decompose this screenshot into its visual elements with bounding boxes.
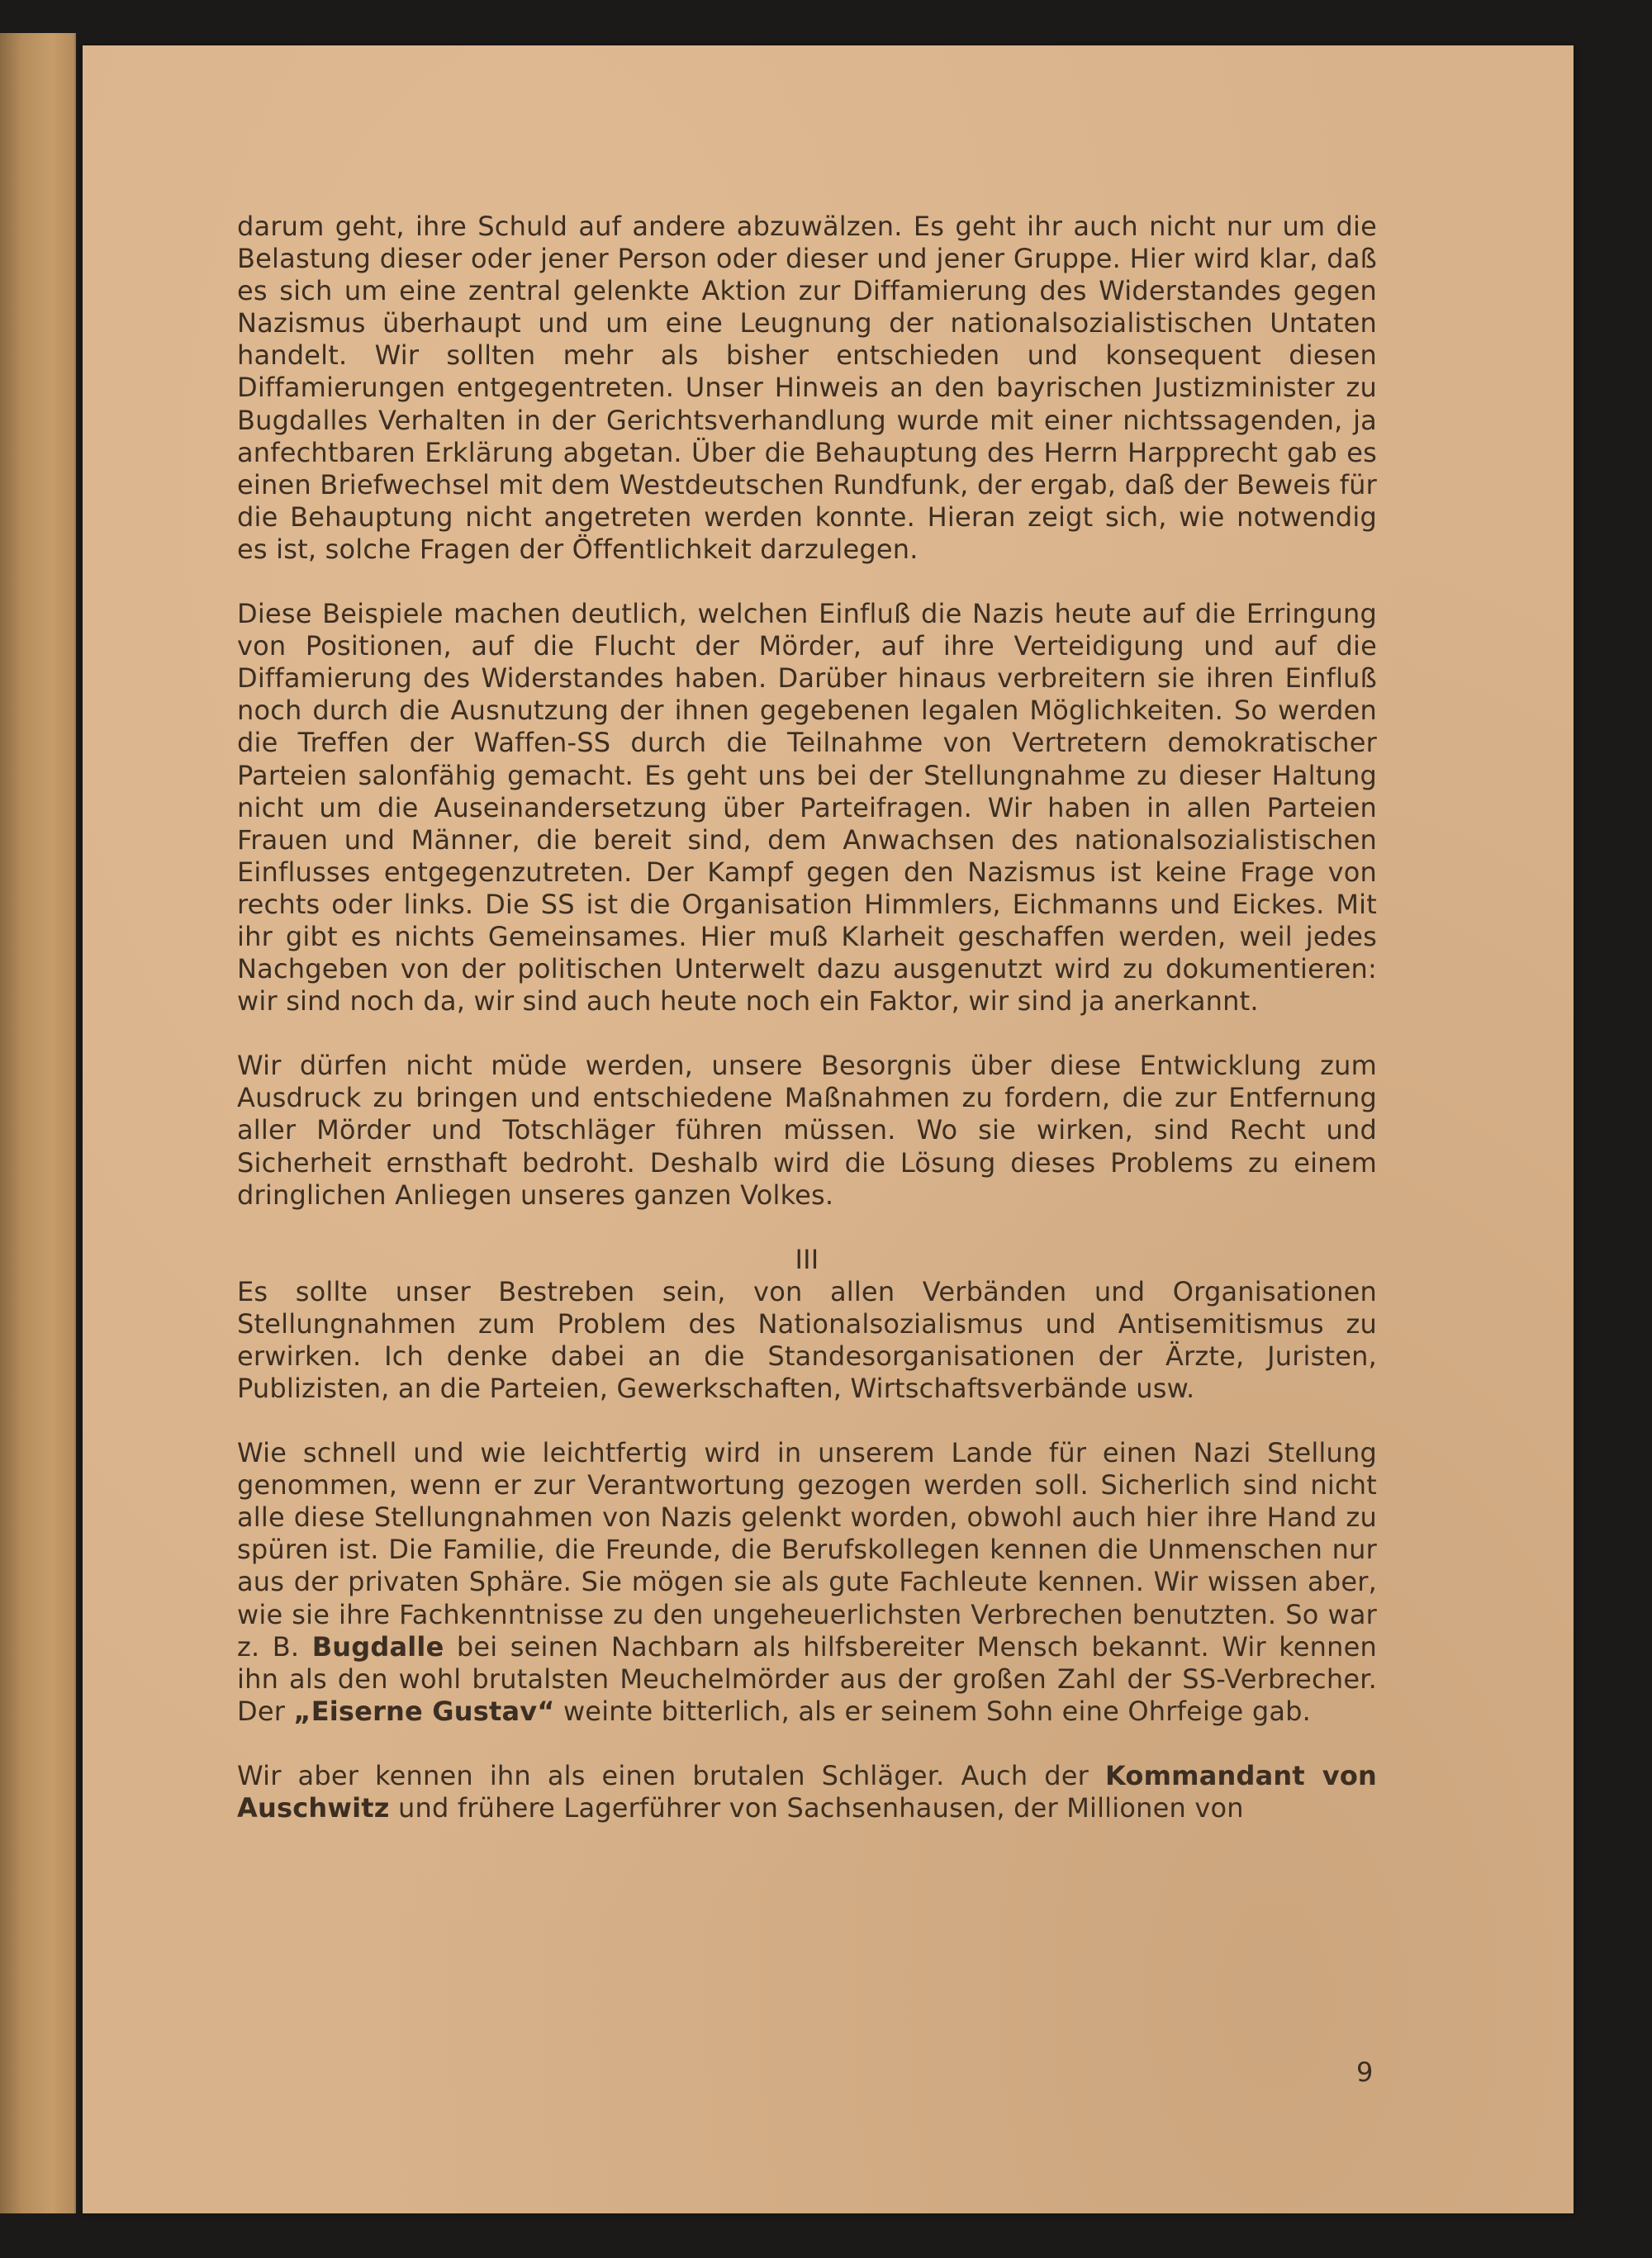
body-text xyxy=(237,211,1377,1857)
paragraph-5 xyxy=(237,1437,1377,1728)
paragraph-6 xyxy=(237,1760,1377,1824)
paragraph-1: darum geht, ihre Schuld auf andere abzuwälzen. Es geht ihr auch nicht nur um die Belastung dieser oder jener Person oder dieser und jener Gruppe. Hier wird klar, daß es sich um eine zentral gelenkte Aktion zur Diffamierung des Widerstandes gegen Nazismus überhaupt und um eine Leugnung der nationalsozialistischen Untaten handelt. Wir sollten mehr als bisher entschieden und konsequent diesen Diffamierungen entgegentreten. Unser Hinweis an den bayrischen Justizminister zu Bugdalles Verhalten in der Gerichtsverhandlung wurde mit einer nichtssagenden, ja anfechtbaren Erklärung abgetan. Über die Behauptung des Herrn Harpprecht gab es einen Briefwechsel mit dem Westdeutschen Rundfunk, der ergab, daß der Beweis für die Behauptung nicht angetreten werden konnte. Hieran zeigt sich, wie notwendig es ist, solche Fragen der Öffentlichkeit darzulegen. xyxy=(237,211,1377,565)
page-number: 9 xyxy=(1356,2056,1374,2088)
name-bugdalle: Bugdalle xyxy=(311,1630,444,1663)
paragraph-6-text-b: und frühere Lagerführer von Sachsenhausen, der Millionen von xyxy=(397,1792,1244,1824)
page-stack-edge xyxy=(0,33,76,2213)
name-eiserne-gustav: „Eiserne Gustav“ xyxy=(293,1695,555,1727)
section-numeral: III xyxy=(795,1243,819,1275)
paragraph-5-text-c: weinte bitterlich, als er seinem Sohn eine Ohrfeige gab. xyxy=(563,1695,1312,1727)
paragraph-4: Es sollte unser Bestreben sein, von allen Verbänden und Organisationen Stellungnahmen zum Problem des Nationalsozialismus und Antisemitismus zu erwirken. Ich denke dabei an die Standesorganisationen der Ärzte, Juristen, Publizisten, an die Parteien, Gewerkschaften, Wirtschaftsverbände usw. xyxy=(237,1275,1377,1404)
paragraph-5-text-b: bei seinen Nachbarn als hilfsbereiter Mensch bekannt. Wir kennen ihn als den wohl brutalsten Meuchelmörder aus der großen Zahl der SS-Verbrecher. Der xyxy=(237,1630,1377,1727)
paragraph-3: Wir dürfen nicht müde werden, unsere Besorgnis über diese Entwicklung zum Ausdruck zu bringen und entschiedene Maßnahmen zu fordern, die zur Entfernung aller Mörder und Totschläger führen müssen. Wo sie wirken, sind Recht und Sicherheit ernsthaft bedroht. Deshalb wird die Lösung dieses Problems zu einem dringlichen Anliegen unseres ganzen Volkes. xyxy=(237,1050,1377,1211)
paragraph-2: Diese Beispiele machen deutlich, welchen Einfluß die Nazis heute auf die Erringung von Positionen, auf die Flucht der Mörder, auf ihre Verteidigung und auf die Diffamierung des Widerstandes haben. Darüber hinaus verbreitern sie ihren Einfluß noch durch die Ausnutzung der ihnen gegebenen legalen Möglichkeiten. So werden die Treffen der Waffen-SS durch die Teilnahme von Vertretern demokratischer Parteien salonfähig gemacht. Es geht uns bei der Stellungnahme zu dieser Haltung nicht um die Auseinandersetzung über Parteifragen. Wir haben in allen Parteien Frauen und Männer, die bereit sind, dem Anwachsen des nationalsozialistischen Einflusses entgegenzutreten. Der Kampf gegen den Nazismus ist keine Frage von rechts oder links. Die SS ist die Organisation Himmlers, Eichmanns und Eickes. Mit ihr gibt es nichts Gemeinsames. Hier muß Klarheit geschaffen werden, weil jedes Nachgeben von der politischen Unterwelt dazu ausgenutzt wird zu dokumentieren: wir sind noch da, wir sind auch heute noch ein Faktor, wir sind ja anerkannt. xyxy=(237,598,1377,1018)
name-kommandant-auschwitz: Kommandant von Auschwitz xyxy=(237,1759,1377,1824)
paragraph-5-text-a: Wie schnell und wie leichtfertig wird in unserem Lande für einen Nazi Stellung genommen, wenn er zur Verantwortung gezogen werden soll. Sicherlich sind nicht alle diese Stellungnahmen von Nazis gelenkt worden, obwohl auch hier ihre Hand zu spüren ist. Die Familie, die Freunde, die Berufskollegen kennen die Unmenschen nur aus der privaten Sphäre. Sie mögen sie als gute Fachleute kennen. Wir wissen aber, wie sie ihre Fachkenntnisse zu den ungeheuerlichsten Verbrechen benutzten. So war z. B. xyxy=(237,1437,1377,1663)
paragraph-6-text-a: Wir aber kennen ihn als einen brutalen Schläger. Auch der xyxy=(237,1759,1089,1791)
book-page xyxy=(83,45,1574,2213)
